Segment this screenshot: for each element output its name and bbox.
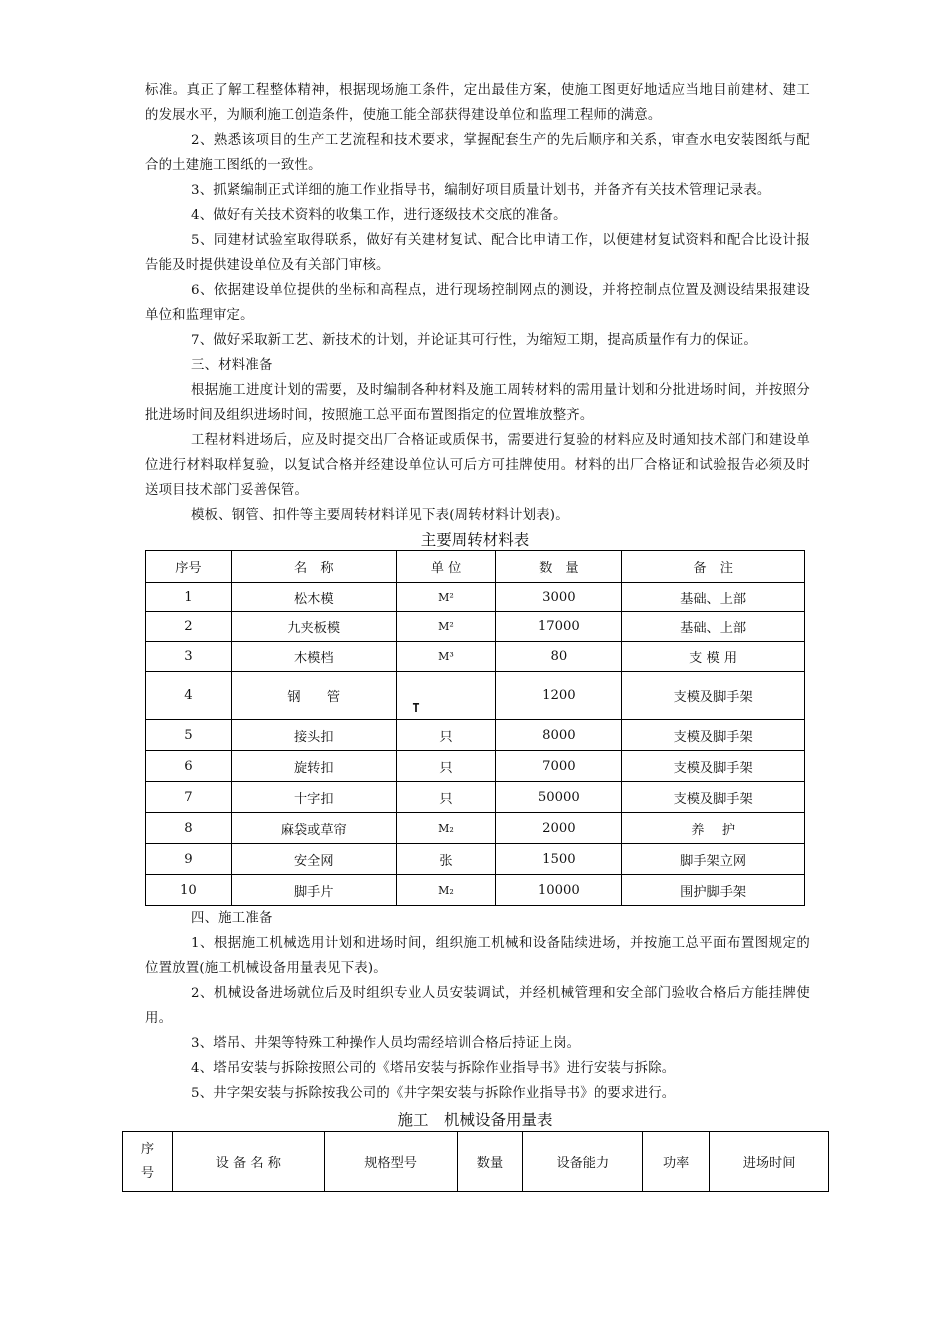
section-three-p3: 模板、钢管、扣件等主要周转材料详见下表(周转材料计划表)。 <box>191 508 569 523</box>
item-3: 3、抓紧编制正式详细的施工作业指导书，编制好项目质量计划书，并备齐有关技术管理记录表。 <box>191 183 771 198</box>
table-row: 10 脚手片 M₂ 10000 围护脚手架 <box>146 875 805 906</box>
equipment-header-row <box>123 1132 829 1192</box>
equipment-table <box>122 1131 829 1192</box>
section-four-item-2: 2、机械设备进场就位后及时组织专业人员安装调试，并经机械管理和安全部门验收合格后方能挂牌使用。 <box>145 986 810 1026</box>
item-4: 4、做好有关技术资料的收集工作，进行逐级技术交底的准备。 <box>191 208 567 223</box>
header-entry-time: 进场时间 <box>710 1132 829 1192</box>
table-row: 8 麻袋或草帘 M₂ 2000 养 护 <box>146 813 805 844</box>
header-model: 规格型号 <box>324 1132 457 1192</box>
table-row: 2 九夹板模 M² 17000 基础、上部 <box>146 612 805 642</box>
paragraph-continuation: 标准。真正了解工程整体精神，根据现场施工条件，定出最佳方案，使施工图更好地适应当地目前建材、建工的发展水平，为顺利施工创造条件，使施工能全部获得建设单位和监理工程师的满意。 <box>145 83 810 123</box>
section-four-item-4: 4、塔吊安装与拆除按照公司的《塔吊安装与拆除作业指导书》进行安装与拆除。 <box>191 1061 676 1076</box>
section-four-item-1: 1、根据施工机械选用计划和进场时间，组织施工机械和设备陆续进场，并按施工总平面布置图规定的位置放置(施工机械设备用量表见下表)。 <box>145 936 810 976</box>
section-three-heading: 三、材料准备 <box>191 358 273 373</box>
table-row: 6 旋转扣 只 7000 支模及脚手架 <box>146 751 805 782</box>
table-row: 4 钢 管 T 1200 支模及脚手架 <box>146 672 805 720</box>
section-four-item-5: 5、井字架安装与拆除按我公司的《井字架安装与拆除作业指导书》的要求进行。 <box>191 1086 676 1101</box>
item-6: 6、依据建设单位提供的坐标和高程点，进行现场控制网点的测设，并将控制点位置及测设结果报建设单位和监理审定。 <box>145 283 810 323</box>
header-qty: 数 量 <box>496 551 622 583</box>
equipment-table-title: 施工 机械设备用量表 <box>397 1111 553 1129</box>
materials-table <box>145 550 805 906</box>
section-four-item-3: 3、塔吊、井架等特殊工种操作人员均需经培训合格后持证上岗。 <box>191 1036 581 1051</box>
section-three-p1: 根据施工进度计划的需要，及时编制各种材料及施工周转材料的需用量计划和分批进场时间，并按照分批进场时间及组织进场时间，按照施工总平面布置图指定的位置堆放整齐。 <box>145 383 810 423</box>
header-no: 序号 <box>146 551 232 583</box>
item-7: 7、做好采取新工艺、新技术的计划，并论证其可行性，为缩短工期，提高质量作有力的保证。 <box>191 333 757 348</box>
materials-header-row <box>146 551 805 583</box>
header-device-name: 设 备 名 称 <box>172 1132 324 1192</box>
header-no: 序号 <box>123 1132 173 1192</box>
header-power: 功率 <box>643 1132 710 1192</box>
table-row: 7 十字扣 只 50000 支模及脚手架 <box>146 782 805 813</box>
header-unit: 单 位 <box>396 551 496 583</box>
table-row: 1 松木模 M² 3000 基础、上部 <box>146 583 805 612</box>
header-capacity: 设备能力 <box>523 1132 643 1192</box>
table-row: 5 接头扣 只 8000 支模及脚手架 <box>146 720 805 751</box>
table-row: 3 木模档 M³ 80 支 模 用 <box>146 642 805 672</box>
header-name: 名 称 <box>231 551 396 583</box>
header-note: 备 注 <box>622 551 805 583</box>
materials-table-title: 主要周转材料表 <box>420 531 530 549</box>
item-5: 5、同建材试验室取得联系，做好有关建材复试、配合比申请工作，以便建材复试资料和配合比设计报告能及时提供建设单位及有关部门审核。 <box>145 233 810 273</box>
section-three-p2: 工程材料进场后，应及时提交出厂合格证或质保书，需要进行复验的材料应及时通知技术部门和建设单位进行材料取样复验，以复试合格并经建设单位认可后方可挂牌使用。材料的出厂合格证和试验报告必须及时送项目技术部门妥善保管。 <box>145 433 810 498</box>
item-2: 2、熟悉该项目的生产工艺流程和技术要求，掌握配套生产的先后顺序和关系，审查水电安装图纸与配合的土建施工图纸的一致性。 <box>145 133 810 173</box>
section-four-heading: 四、施工准备 <box>191 911 273 926</box>
header-quantity: 数量 <box>457 1132 523 1192</box>
table-row: 9 安全网 张 1500 脚手架立网 <box>146 844 805 875</box>
